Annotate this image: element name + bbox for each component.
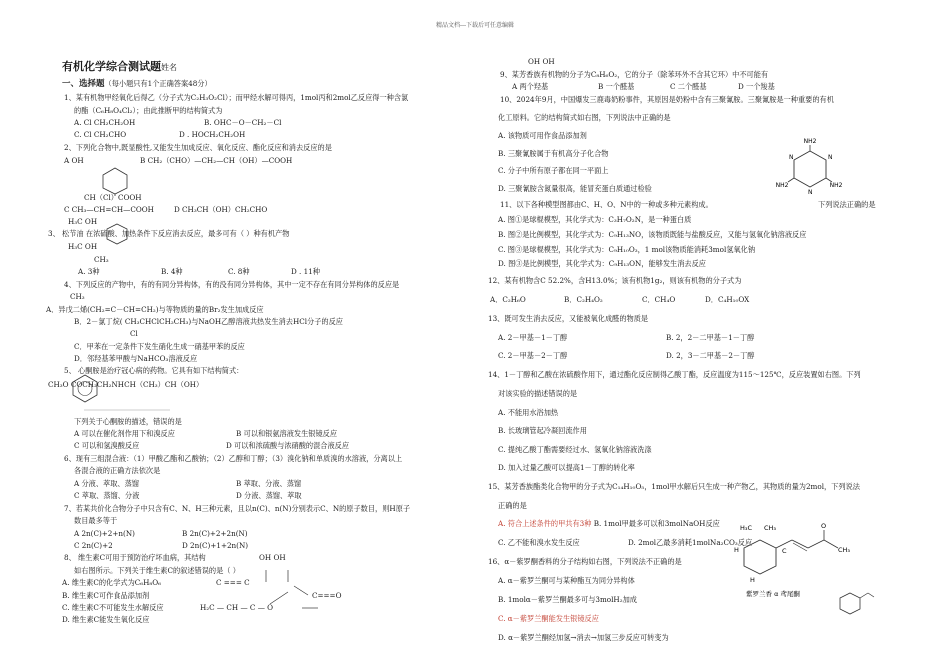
q3-terpene-ring <box>104 222 130 246</box>
q12-option-a: A．C₂H₆O <box>490 295 526 304</box>
q8-text-cont: 如右图所示。下列关于维生素C的叙述错误的是（ ） <box>74 566 240 575</box>
q2-phenol-ring <box>100 166 130 196</box>
q11-option-b: B. 图②是比例模型，其化学式为：C₉H₁₃NO，该物质既能与盐酸反应，又能与氢氧化钠溶液反应 <box>498 230 807 239</box>
q5-text: 5、 心酮胺是治疗冠心病的药物。它具有如下结构简式： <box>64 366 244 375</box>
q16-text: 16、α－紫罗酮香料的分子结构如右图，下列说法不正确的是 <box>488 557 682 566</box>
q15-text-cont: 正确的是 <box>498 501 527 510</box>
q15-option-c: C. 乙不能和溴水发生反应 <box>498 538 580 547</box>
q10-option-b: B. 三聚氰胺属于有机高分子化合物 <box>498 149 609 158</box>
q4-option-c: C．甲苯在一定条件下发生硝化生成一硝基甲苯的反应 <box>74 342 245 351</box>
q16-option-d: D. α－紫罗兰酮经加氢→消去→加氢三步反应可转变为 <box>498 633 669 642</box>
ionone-label: 紫罗兰香 α 鸢尾酮 <box>746 590 800 598</box>
q8-struct-ring: H₂C — CH — C — O <box>200 603 274 612</box>
q13-text: 13、既可发生消去反应，又能被氧化成醛的物质是 <box>488 314 649 323</box>
ionone-h2: H <box>750 576 755 584</box>
q7-option-d: D 2n(C)+1+2n(N) <box>182 541 249 550</box>
melamine-structure <box>770 136 850 206</box>
q7-option-a: A 2n(C)+2+n(N) <box>74 529 135 538</box>
q8-struct-co: C===O <box>312 591 342 600</box>
q10-option-c: C. 分子中所有原子都在同一平面上 <box>498 166 609 175</box>
q4-option-b: B．2－氯丁烷( CH₃CHClCH₂CH₃)与NaOH乙醇溶液共热发生消去HCl分子的反应 <box>74 317 344 326</box>
q11-text: 11、以下各种模型图都由C、H、O、N中的一种或多种元素构成。 <box>500 200 713 209</box>
q11-text-tail: 下列说法正确的是 <box>818 200 876 209</box>
q12-option-c: C．CH₄O <box>642 295 676 304</box>
q1-option-c: C. Cl CH₂CHO <box>74 130 127 139</box>
q5-option-d: D 可以和浓硫酸与浓硝酸的混合液反应 <box>226 441 350 450</box>
q1-option-b: B. OHC－O－CH₂－Cl <box>204 118 282 127</box>
q8-option-b: B. 维生素C可作食品添加剂 <box>62 591 150 600</box>
q16-option-c: C. α－紫罗兰酮能发生银镜反应 <box>498 614 599 623</box>
q14-option-a: A. 不能用水浴加热 <box>498 408 559 417</box>
melamine-n1: N <box>828 154 833 161</box>
q2-text: 2、下列化合物中,既显酸性,又能发生加成反应、氧化反应、酯化反应和消去反应的是 <box>64 143 332 152</box>
q1-option-a: A. Cl CH₂CH₂OH <box>74 118 136 127</box>
q8-option-a: A. 维生素C的化学式为C₆H₈O₆ <box>62 578 162 587</box>
q2-option-d: D CH₃CH（OH）CH₂CHO <box>174 205 268 214</box>
q7-option-c: C 2n(C)+2 <box>74 541 113 550</box>
q4-ch3: CH₃ <box>70 292 85 301</box>
q3-text: 3、 松节油 在浓硫酸、加热条件下反应消去反应，最多可有（ ）种有机产物 <box>48 229 290 238</box>
q8-text: 8、 维生素C可用于预防治疗坏血病，其结构 <box>64 553 206 562</box>
q5-structure: CH₃O COCH₂CH₂NHCH（CH₃）CH（OH） <box>48 380 204 389</box>
ionone-product-structure <box>836 588 876 618</box>
q5-benzene-ring <box>70 372 100 404</box>
ionone-o: O <box>821 522 827 530</box>
q8-ohoh: OH OH <box>259 553 286 562</box>
q9-option-b: B 一个醛基 <box>598 82 635 91</box>
ionone-h3c: H₃C <box>740 524 753 532</box>
header-note: 精品文档---下载后可任意编辑 <box>435 22 515 29</box>
ionone-ch3-b: CH₃ <box>838 546 851 554</box>
ionone-h1: H <box>734 546 739 554</box>
q6-option-c: C 萃取、蒸馏、分液 <box>74 491 140 500</box>
melamine-n2: N <box>789 154 794 161</box>
melamine-nh2-right: NH2 <box>829 182 843 189</box>
q8-option-d: D. 维生素C能发生氧化反应 <box>62 615 150 624</box>
section-heading: 一、选择题（每小题只有1个正确答案48分） <box>62 79 212 89</box>
q16-option-a: A. α－紫罗兰酮可与某种酯互为同分异构体 <box>498 576 635 585</box>
q13-option-b: B. 2，2－二甲基－1－丁醇 <box>666 333 755 342</box>
q12-option-b: B．C₂H₄O₂ <box>564 295 603 304</box>
q3-h3c-2: H₃C OH <box>68 242 98 251</box>
page-title: 有机化学综合测试题姓名 <box>62 60 177 73</box>
q8-struct-cc: C === C <box>216 578 250 587</box>
q11-option-d: D. 图③是比例模型，其化学式为：C₉H₁₃ON，能够发生消去反应 <box>498 259 706 268</box>
q7-text-cont: 数目最多等于 <box>74 516 118 525</box>
melamine-n3: N <box>808 189 813 196</box>
q9-option-d: D 一个羧基 <box>738 82 775 91</box>
ionone-ch3-a: CH₃ <box>764 524 777 532</box>
q3-option-b: B. 4种 <box>161 267 183 276</box>
q1-text: 1、某有机物甲经氧化后得乙（分子式为C₂H₃O₂Cl）；而甲经水解可得丙，1mol丙和2mol乙反应得一种含氯 <box>64 93 409 102</box>
q2-option-a: A OH <box>64 156 84 165</box>
q13-option-a: A. 2－甲基－1－丁醇 <box>498 333 568 342</box>
q11-option-a: A. 图①是球棍模型，其化学式为：C₃H₇O₂N，是一种蛋白质 <box>498 215 692 224</box>
q10-option-a: A. 该物质可用作食品添加剂 <box>498 131 587 140</box>
q5-option-b: B 可以和银氨溶液发生银镜反应 <box>236 429 338 438</box>
ionone-c: C <box>782 547 787 555</box>
melamine-nh2-top: NH2 <box>803 138 817 145</box>
q8-vitamin-c-bonds <box>258 568 358 618</box>
melamine-nh2-left: NH2 <box>775 182 789 189</box>
q1-text-cont: 的酯（C₆H₈O₄Cl₂）；由此推断甲的结构简式为 <box>74 106 223 115</box>
q7-text: 7、若某共价化合物分子中只含有C、N、H三种元素，且以n(C)、n(N)分别表示C、N的原子数目，则H原子 <box>64 504 411 513</box>
q3-h3c: H₃C OH <box>68 217 98 226</box>
q4-option-a: A．异戊二烯(CH₂=C－CH=CH₂)与等物质的量的Br₂发生加成反应 <box>46 305 264 314</box>
q3-option-d: D . 11种 <box>291 267 320 276</box>
q4-text: 4、下列反应的产物中，有的有同分异构体，有的没有同分异构体，其中一定不存在有同分异构体的反应是 <box>64 280 400 289</box>
q14-text: 14、1－丁醇和乙酸在浓硫酸作用下，通过酯化反应制得乙酸丁酯，反应温度为115～125℃，反应装置如右图。下列 <box>488 370 861 379</box>
q5-divider-lines <box>82 404 172 414</box>
q6-text-cont: 各混合液的正确方法依次是 <box>74 466 161 475</box>
q10-text-cont: 化工原料。它的结构简式如右图，下列说法中正确的是 <box>498 113 671 122</box>
q13-option-c: C. 2－甲基－2－丁醇 <box>498 351 568 360</box>
q14-option-c: C. 提纯乙酸丁酯需要经过水、氢氧化钠溶液洗涤 <box>498 445 652 454</box>
q4-option-b-cl: Cl <box>130 329 138 338</box>
q15-text: 15、某芳香族酯类化合物甲的分子式为C₁₄H₁₀O₅，1mol甲水解后只生成一种产物乙，其物质的量为2mol，下列说法 <box>488 482 860 491</box>
q15-option-d: D. 2mol乙最多消耗1molNa₂CO₃反应 <box>628 538 753 547</box>
q14-option-b: B. 长玻璃管起冷凝回流作用 <box>498 426 587 435</box>
q3-option-c: C. 8种 <box>228 267 250 276</box>
q12-option-d: D．C₄H₁₀OX <box>705 295 750 304</box>
q1-option-d: D . HOCH₂CH₂OH <box>179 130 246 139</box>
q14-option-d: D. 加入过量乙酸可以提高1－丁醇的转化率 <box>498 463 635 472</box>
q4-option-d: D．邻羟基苯甲酸与NaHCO₃溶液反应 <box>74 354 198 363</box>
q8-top-ohoh: OH OH <box>528 57 555 66</box>
q2-option-c-top: CH（Cl）COOH <box>84 193 142 202</box>
q6-option-a: A 分液、萃取、蒸馏 <box>74 479 139 488</box>
q6-option-b: B 萃取、分液、蒸馏 <box>236 479 302 488</box>
q3-ch3: CH₃ <box>94 255 109 264</box>
q8-option-c: C. 维生素C不可能发生水解反应 <box>62 603 164 612</box>
q10-option-d: D. 三聚氰胺含氮量很高，能冒充蛋白质通过检验 <box>498 184 652 193</box>
q14-text-cont: 对该实验的描述错误的是 <box>498 389 578 398</box>
q5-question: 下列关于心酮胺的描述，错误的是 <box>74 417 182 426</box>
q3-option-a: A. 3种 <box>78 267 100 276</box>
q9-option-a: A 两个羟基 <box>512 82 549 91</box>
q10-text: 10、2024年9月，中国爆发三鹿毒奶粉事件，其原因是奶粉中含有三聚氰胺。三聚氰胺是一种重要的有机 <box>500 95 834 104</box>
q5-option-c: C 可以和氢溴酸反应 <box>74 441 140 450</box>
q2-option-b: B CH₂（CHO）—CH₂—CH（OH）—COOH <box>140 156 293 165</box>
q5-option-a: A 可以在催化剂作用下和溴反应 <box>74 429 175 438</box>
q15-option-a: A. 符合上述条件的甲共有3种 B. 1mol甲最多可以和3molNaOH反应 <box>498 519 720 528</box>
q6-option-d: D 分液、蒸馏、萃取 <box>236 491 302 500</box>
q11-option-c: C. 图③是球棍模型，其化学式为：C₉H₁₀O₃，1 mol该物质能消耗3mol氢氧化钠 <box>498 245 756 254</box>
q13-option-d: D. 2，3－二甲基－2－丁醇 <box>666 351 755 360</box>
q16-option-b: B. 1molα－紫罗兰酮最多可与3molH₂加成 <box>498 595 637 604</box>
q9-option-c: C 二个醛基 <box>670 82 707 91</box>
q6-text: 6、现有三组混合液：（1）甲酸乙酯和乙酸钠；（2）乙醇和丁醇；（3）溴化钠和单质溴的水溶液，分离以上 <box>64 454 403 463</box>
q2-option-c: C CH₃—CH=CH—COOH <box>64 205 154 214</box>
q12-text: 12、某有机物含C 52.2%，含H13.0%；该有机物1g₂，则该有机物的分子式为 <box>488 276 742 285</box>
q7-option-b: B 2n(C)+2+2n(N) <box>182 529 248 538</box>
q9-text: 9、某芳香族有机物的分子为C₈H₆O₂，它的分子（除苯环外不含其它环）中不可能有 <box>500 70 769 79</box>
